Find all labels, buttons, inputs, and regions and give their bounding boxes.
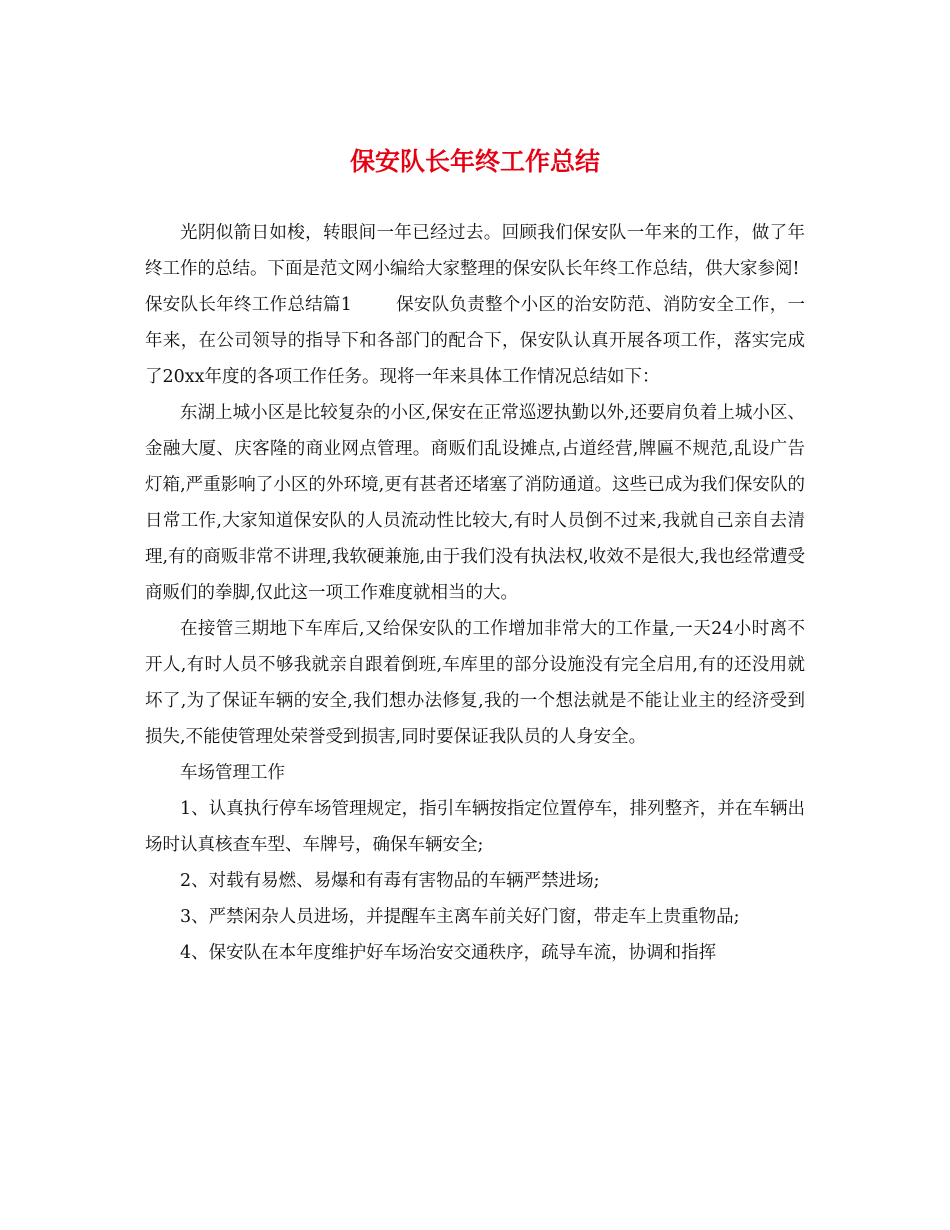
list-item-4: 4、保安队在本年度维护好车场治安交通秩序，疏导车流，协调和指挥 bbox=[180, 943, 717, 963]
section-heading: 保安队长年终工作总结篇1 bbox=[145, 295, 352, 315]
section-intro: 保安队负责整个小区的治安防范、消防安全工作，一年来，在公司领导的指导下和各部门的配合下，保安队认真开展各项工作，落实完成了20xx年度的各项工作任务。现将一年来具体工作情况总结如下： bbox=[145, 295, 805, 387]
list-item-1: 1、认真执行停车场管理规定，指引车辆按指定位置停车，排列整齐，并在车辆出场时认真核查车型、车牌号，确保车辆安全; bbox=[145, 799, 805, 855]
section-paragraph bbox=[145, 287, 805, 395]
list-item-3: 3、严禁闲杂人员进场，并提醒车主离车前关好门窗，带走车上贵重物品; bbox=[180, 907, 740, 927]
body-paragraph-1: 东湖上城小区是比较复杂的小区,保安在正常巡逻执勤以外,还要肩负着上城小区、金融大厦、庆客隆的商业网点管理。商贩们乱设摊点,占道经营,牌匾不规范,乱设广告灯箱,严重影响了小区的外环境,更有甚者还堵塞了消防通道。这些已成为我们保安队的日常工作,大家知道保安队的人员流动性比较大,有时人员倒不过来,我就自己亲自去清理,有的商贩非常不讲理,我软硬兼施,由于我们没有执法权,收效不是很大,我也经常遭受商贩们的拳脚,仅此这一项工作难度就相当的大。 bbox=[145, 403, 805, 603]
document-body bbox=[145, 215, 805, 971]
list-item-2: 2、对载有易燃、易爆和有毒有害物品的车辆严禁进场; bbox=[180, 871, 600, 891]
document-title: 保安队长年终工作总结 bbox=[349, 147, 600, 176]
subheading-parking: 车场管理工作 bbox=[180, 763, 285, 783]
intro-paragraph: 光阴似箭日如梭，转眼间一年已经过去。回顾我们保安队一年来的工作，做了年终工作的总结。下面是范文网小编给大家整理的保安队长年终工作总结，供大家参阅! bbox=[145, 223, 805, 279]
body-paragraph-2: 在接管三期地下车库后,又给保安队的工作增加非常大的工作量,一天24小时离不开人,有时人员不够我就亲自跟着倒班,车库里的部分设施没有完全启用,有的还没用就坏了,为了保证车辆的安全,我们想办法修复,我的一个想法就是不能让业主的经济受到损失,不能使管理处荣誉受到损害,同时要保证我队员的人身安全。 bbox=[145, 619, 805, 747]
